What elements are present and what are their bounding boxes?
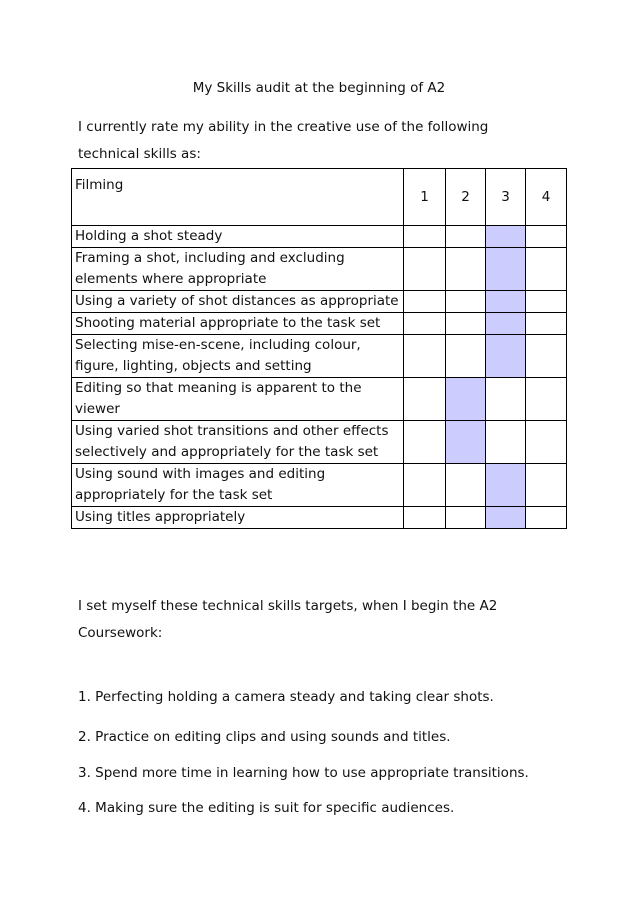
rating-cell-2[interactable] [446,291,486,313]
skill-row [72,335,567,378]
rating-cell-4[interactable] [526,248,567,291]
skill-label: Selecting mise-en-scene, including colour, figure, lighting, objects and setting [72,335,404,378]
skill-label: Shooting material appropriate to the task set [72,313,404,335]
rating-cell-3[interactable] [486,464,526,507]
skill-row [72,378,567,421]
skill-label: Using varied shot transitions and other effects selectively and appropriately for the task set [72,421,404,464]
rating-cell-1[interactable] [404,507,446,529]
rating-cell-2[interactable] [446,248,486,291]
skill-label: Using a variety of shot distances as appropriate [72,291,404,313]
skills-audit-table [71,168,567,529]
rating-cell-4[interactable] [526,421,567,464]
header-filming: Filming [72,169,404,226]
scale-1: 1 [404,169,446,226]
rating-cell-2[interactable] [446,464,486,507]
rating-cell-2[interactable] [446,226,486,248]
rating-cell-2[interactable] [446,378,486,421]
scale-2: 2 [446,169,486,226]
rating-cell-3[interactable] [486,378,526,421]
scale-4: 4 [526,169,567,226]
rating-cell-4[interactable] [526,464,567,507]
rating-cell-3[interactable] [486,291,526,313]
rating-cell-2[interactable] [446,507,486,529]
rating-cell-1[interactable] [404,248,446,291]
rating-cell-4[interactable] [526,378,567,421]
table-header-row [72,169,567,226]
rating-cell-3[interactable] [486,507,526,529]
skill-row [72,421,567,464]
rating-cell-3[interactable] [486,226,526,248]
rating-cell-1[interactable] [404,226,446,248]
skill-label: Using titles appropriately [72,507,404,529]
rating-cell-1[interactable] [404,335,446,378]
target-item: 4. Making sure the editing is suit for specific audiences. [78,800,455,816]
rating-cell-3[interactable] [486,248,526,291]
intro-text: I currently rate my ability in the creative use of the following technical skills as: [78,119,489,162]
page-title: My Skills audit at the beginning of A2 [192,80,446,96]
rating-cell-2[interactable] [446,335,486,378]
skill-row [72,464,567,507]
targets-intro: I set myself these technical skills targets, when I begin the A2 Coursework: [78,598,498,641]
skill-row [72,313,567,335]
rating-cell-1[interactable] [404,378,446,421]
rating-cell-2[interactable] [446,421,486,464]
rating-cell-4[interactable] [526,507,567,529]
skill-label: Editing so that meaning is apparent to the viewer [72,378,404,421]
rating-cell-1[interactable] [404,421,446,464]
skill-label: Framing a shot, including and excluding elements where appropriate [72,248,404,291]
skill-row [72,507,567,529]
rating-cell-4[interactable] [526,335,567,378]
rating-cell-3[interactable] [486,421,526,464]
target-item: 1. Perfecting holding a camera steady and taking clear shots. [78,689,494,705]
skill-row [72,248,567,291]
rating-cell-4[interactable] [526,226,567,248]
skill-row [72,291,567,313]
scale-3: 3 [486,169,526,226]
rating-cell-1[interactable] [404,313,446,335]
skill-row [72,226,567,248]
target-item: 2. Practice on editing clips and using sounds and titles. [78,729,451,745]
rating-cell-3[interactable] [486,335,526,378]
rating-cell-2[interactable] [446,313,486,335]
skill-label: Holding a shot steady [72,226,404,248]
rating-cell-1[interactable] [404,464,446,507]
rating-cell-4[interactable] [526,291,567,313]
rating-cell-4[interactable] [526,313,567,335]
rating-cell-1[interactable] [404,291,446,313]
skill-label: Using sound with images and editing appropriately for the task set [72,464,404,507]
rating-cell-3[interactable] [486,313,526,335]
target-item: 3. Spend more time in learning how to use appropriate transitions. [78,765,529,781]
